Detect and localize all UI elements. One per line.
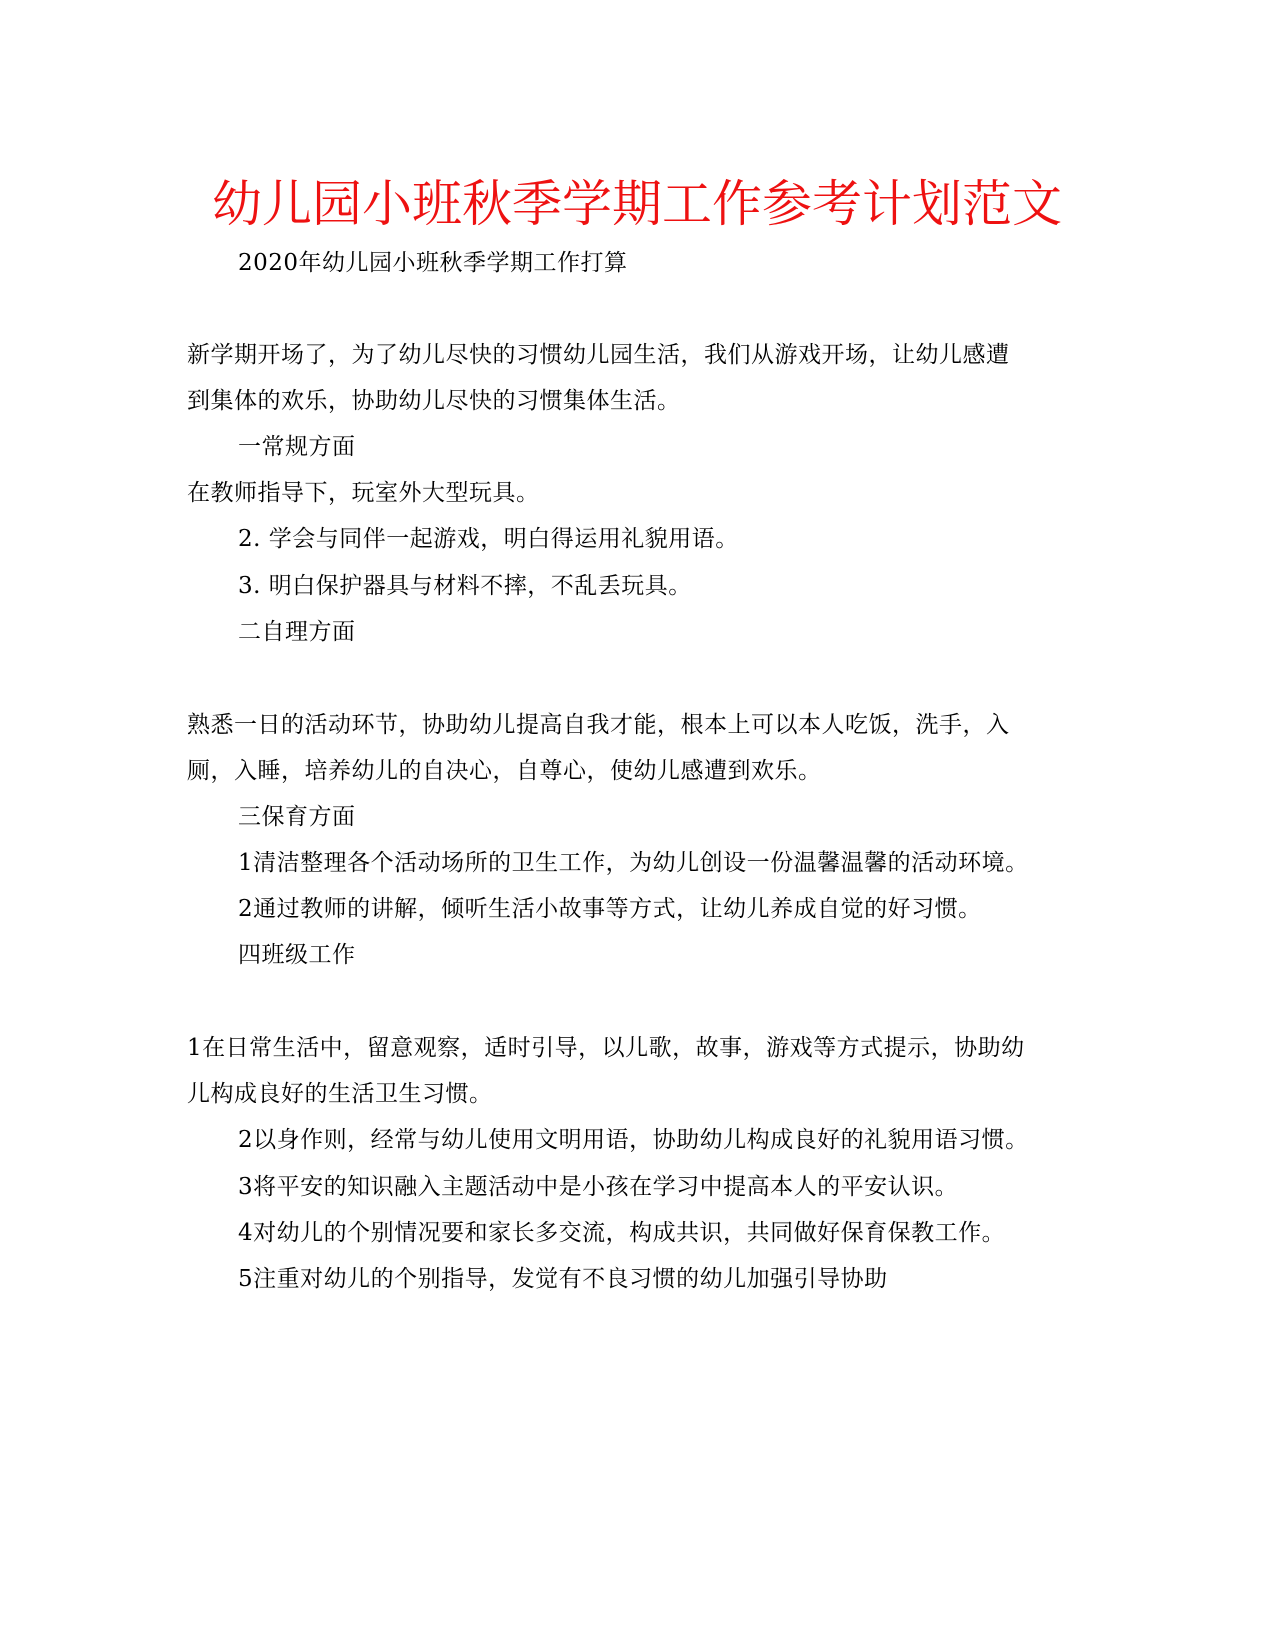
list-item: 5注重对幼儿的个别指导，发觉有不良习惯的幼儿加强引导协助 [238, 1266, 888, 1292]
list-item: 4对幼儿的个别情况要和家长多交流，构成共识，共同做好保育保教工作。 [238, 1220, 1006, 1246]
list-item: 2通过教师的讲解，倾听生活小故事等方式，让幼儿养成自觉的好习惯。 [238, 896, 982, 922]
document-title: 幼儿园小班秋季学期工作参考计划范文 [212, 175, 1062, 233]
section-heading: 一常规方面 [238, 434, 356, 460]
section-heading: 四班级工作 [238, 942, 356, 968]
paragraph-line: 熟悉一日的活动环节，协助幼儿提高自我才能，根本上可以本人吃饭，洗手，入 [187, 712, 1010, 738]
list-item: 3将平安的知识融入主题活动中是小孩在学习中提高本人的平安认识。 [238, 1174, 959, 1200]
list-item: 2以身作则，经常与幼儿使用文明用语，协助幼儿构成良好的礼貌用语习惯。 [238, 1127, 1029, 1153]
paragraph-line: 在教师指导下，玩室外大型玩具。 [187, 480, 540, 506]
list-item: 1清洁整理各个活动场所的卫生工作，为幼儿创设一份温馨温馨的活动环境。 [238, 850, 1029, 876]
subtitle-line: 2020年幼儿园小班秋季学期工作打算 [238, 250, 628, 276]
list-item: 2. 学会与同伴一起游戏，明白得运用礼貌用语。 [238, 526, 739, 552]
paragraph-line: 新学期开场了，为了幼儿尽快的习惯幼儿园生活，我们从游戏开场，让幼儿感遭 [187, 342, 1010, 368]
paragraph-line: 儿构成良好的生活卫生习惯。 [187, 1081, 493, 1107]
paragraph-line: 1在日常生活中，留意观察，适时引导，以儿歌，故事，游戏等方式提示，协助幼 [187, 1035, 1025, 1061]
paragraph-line: 到集体的欢乐，协助幼儿尽快的习惯集体生活。 [187, 388, 681, 414]
section-heading: 二自理方面 [238, 619, 356, 645]
section-heading: 三保育方面 [238, 804, 356, 830]
paragraph-line: 厕，入睡，培养幼儿的自决心，自尊心，使幼儿感遭到欢乐。 [187, 758, 822, 784]
list-item: 3. 明白保护器具与材料不摔，不乱丢玩具。 [238, 573, 692, 599]
